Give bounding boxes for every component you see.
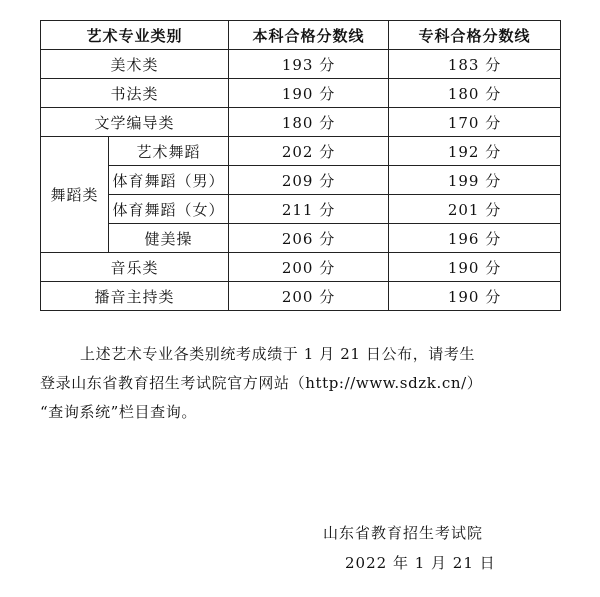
- subcategory-cell: 体育舞蹈（男）: [109, 166, 229, 195]
- table-row: [41, 224, 561, 253]
- undergrad-score-cell: 190 分: [229, 79, 389, 108]
- category-cell: 播音主持类: [41, 282, 229, 311]
- table-row: [41, 195, 561, 224]
- notice-line: 登录山东省教育招生考试院官方网站（http://www.sdzk.cn/）: [40, 374, 483, 392]
- undergrad-score-cell: 180 分: [229, 108, 389, 137]
- notice-paragraph: [40, 340, 562, 427]
- header-undergrad-score: 本科合格分数线: [229, 21, 389, 50]
- junior-score-cell: 192 分: [389, 137, 561, 166]
- undergrad-score-cell: 206 分: [229, 224, 389, 253]
- undergrad-score-cell: 200 分: [229, 253, 389, 282]
- subcategory-cell: 体育舞蹈（女）: [109, 195, 229, 224]
- category-cell: 美术类: [41, 50, 229, 79]
- junior-score-cell: 201 分: [389, 195, 561, 224]
- undergrad-score-cell: 193 分: [229, 50, 389, 79]
- signature-organization: 山东省教育招生考试院: [323, 524, 484, 542]
- header-junior-score: 专科合格分数线: [389, 21, 561, 50]
- table-row: [41, 282, 561, 311]
- table-row: [41, 166, 561, 195]
- table-header-row: [41, 21, 561, 50]
- junior-score-cell: 170 分: [389, 108, 561, 137]
- undergrad-score-cell: 209 分: [229, 166, 389, 195]
- table-row: [41, 50, 561, 79]
- notice-line: “查询系统”栏目查询。: [40, 403, 197, 421]
- header-category: 艺术专业类别: [41, 21, 229, 50]
- junior-score-cell: 199 分: [389, 166, 561, 195]
- junior-score-cell: 180 分: [389, 79, 561, 108]
- subcategory-cell: 艺术舞蹈: [109, 137, 229, 166]
- junior-score-cell: 190 分: [389, 253, 561, 282]
- category-cell: 书法类: [41, 79, 229, 108]
- table-row: [41, 79, 561, 108]
- notice-line: 上述艺术专业各类别统考成绩于 1 月 21 日公布，请考生: [80, 345, 476, 363]
- signature-date: 2022 年 1 月 21 日: [345, 554, 496, 572]
- undergrad-score-cell: 200 分: [229, 282, 389, 311]
- score-table: [40, 20, 561, 311]
- junior-score-cell: 190 分: [389, 282, 561, 311]
- table-row: [41, 108, 561, 137]
- junior-score-cell: 196 分: [389, 224, 561, 253]
- category-cell: 文学编导类: [41, 108, 229, 137]
- junior-score-cell: 183 分: [389, 50, 561, 79]
- subcategory-cell: 健美操: [109, 224, 229, 253]
- undergrad-score-cell: 202 分: [229, 137, 389, 166]
- dance-group-cell: 舞蹈类: [41, 137, 109, 253]
- table-row: [41, 137, 561, 166]
- undergrad-score-cell: 211 分: [229, 195, 389, 224]
- table-row: [41, 253, 561, 282]
- category-cell: 音乐类: [41, 253, 229, 282]
